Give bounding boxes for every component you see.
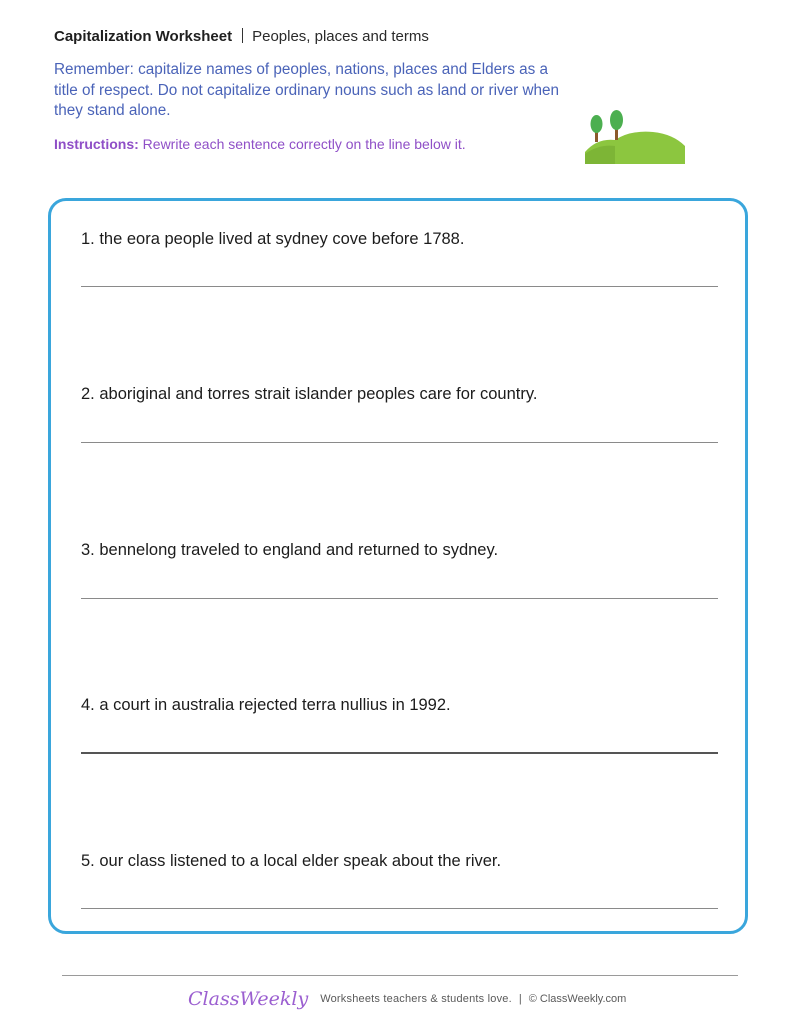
- footer-divider: [62, 975, 738, 976]
- footer: [188, 988, 626, 1010]
- footer-tagline: Worksheets teachers & students love.: [320, 993, 512, 1005]
- header-divider: [242, 28, 243, 43]
- questions-card: [48, 198, 748, 934]
- answer-line-3[interactable]: [81, 598, 718, 599]
- answer-line-5[interactable]: [81, 908, 718, 909]
- footer-copyright: © ClassWeekly.com: [528, 993, 627, 1005]
- instructions-label: Instructions:: [54, 136, 139, 152]
- question-5: 5. our class listened to a local elder speak about the river.: [81, 852, 502, 870]
- answer-line-2[interactable]: [81, 442, 718, 443]
- answer-line-4[interactable]: [81, 752, 718, 754]
- remember-note: Remember: capitalize names of peoples, nations, places and Elders as a title of respect. Do not capitalize ordinary nouns such as land or river when they stand alone.: [54, 61, 560, 119]
- question-1: 1. the eora people lived at sydney cove before 1788.: [81, 230, 465, 248]
- instructions: [54, 135, 466, 153]
- footer-separator: |: [518, 993, 522, 1005]
- instructions-text: Rewrite each sentence correctly on the line below it.: [142, 136, 466, 152]
- worksheet-title: Capitalization Worksheet: [54, 28, 233, 45]
- question-4: 4. a court in australia rejected terra nullius in 1992.: [81, 696, 451, 714]
- question-3: 3. bennelong traveled to england and returned to sydney.: [81, 541, 499, 559]
- question-2: 2. aboriginal and torres strait islander peoples care for country.: [81, 385, 538, 403]
- answer-line-1[interactable]: [81, 286, 718, 287]
- hill-with-trees-icon: [585, 108, 685, 164]
- brand-logo: ClassWeekly: [188, 988, 309, 1010]
- worksheet-subtitle: Peoples, places and terms: [252, 28, 429, 45]
- worksheet-header: [54, 28, 429, 46]
